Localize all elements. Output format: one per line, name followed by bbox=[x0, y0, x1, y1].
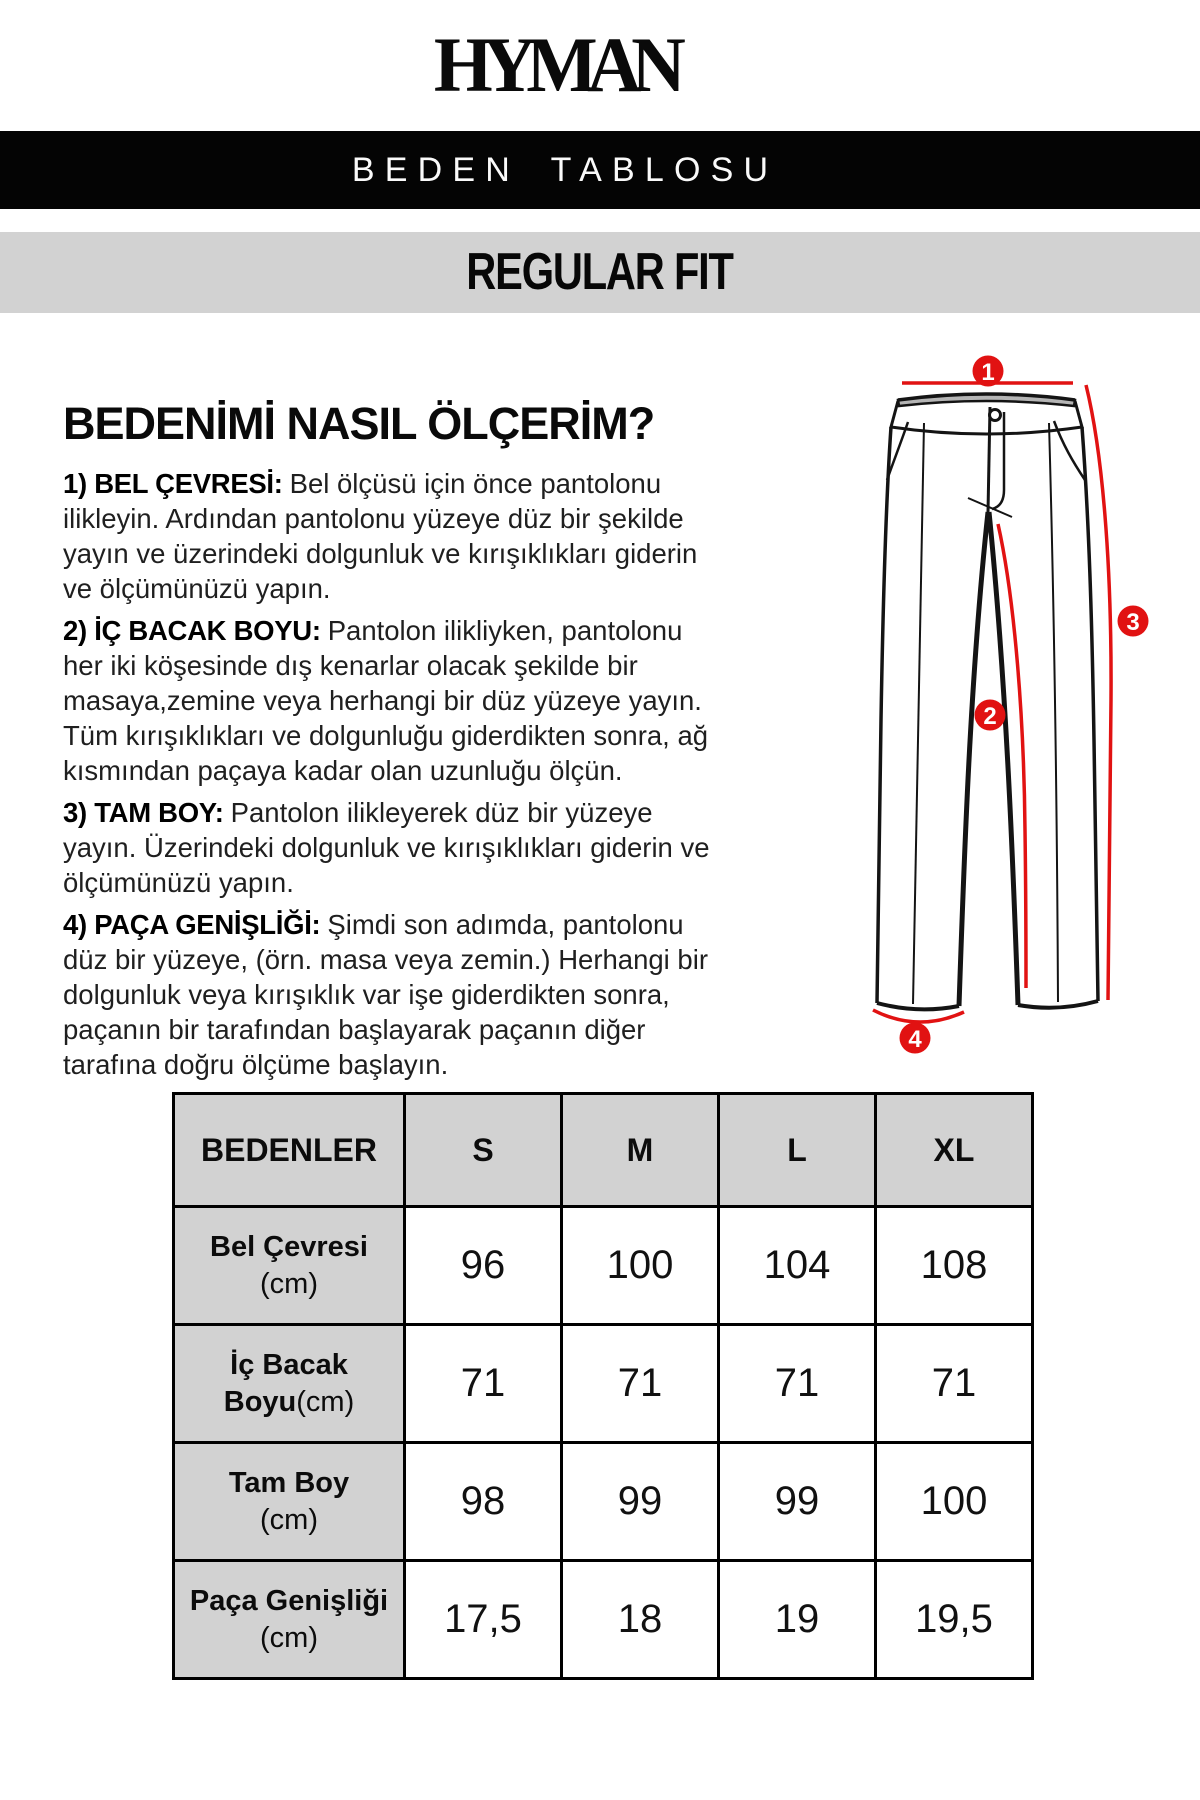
row-head-inseam bbox=[174, 1325, 405, 1443]
table-row-inseam bbox=[174, 1325, 1033, 1443]
measuring-guide bbox=[63, 398, 723, 1089]
row-head-inseam-unit: (cm) bbox=[296, 1385, 355, 1418]
inseam-value-xl: 71 bbox=[876, 1325, 1033, 1443]
row-head-inseam-title: İç Bacak bbox=[230, 1348, 348, 1381]
hem-width-value-l: 19 bbox=[719, 1561, 876, 1679]
size-table bbox=[172, 1092, 1034, 1680]
hem-width-value-s: 17,5 bbox=[405, 1561, 562, 1679]
hem-width-value-m: 18 bbox=[562, 1561, 719, 1679]
inseam-value-s: 71 bbox=[405, 1325, 562, 1443]
guide-step-4-label: 4) PAÇA GENİŞLİĞİ: bbox=[63, 909, 321, 940]
marker-4 bbox=[900, 1023, 931, 1054]
hem-width-value-xl: 19,5 bbox=[876, 1561, 1033, 1679]
guide-step-2 bbox=[63, 613, 723, 788]
pants-diagram bbox=[740, 300, 1180, 1070]
row-head-full-length bbox=[174, 1443, 405, 1561]
marker-4-label: 4 bbox=[908, 1026, 922, 1053]
header-size-m: M bbox=[562, 1094, 719, 1207]
fit-label: REGULAR FIT bbox=[466, 243, 734, 301]
fly-center-line bbox=[988, 407, 990, 512]
guide-step-4 bbox=[63, 907, 723, 1082]
banner-bar bbox=[0, 131, 1200, 209]
guide-step-3-label: 3) TAM BOY: bbox=[63, 797, 224, 828]
guide-step-1-text: Bel ölçüsü için önce pantolonu ilikleyin. Ardından pantolonu yüzeye düz bir şekilde yayın ve üzerindeki dolgunluk ve kırışıklıkları giderin ve ölçümünüzü yapın. bbox=[63, 468, 698, 604]
brand-logo: HYMAN bbox=[434, 21, 676, 108]
waist-value-xl: 108 bbox=[876, 1207, 1033, 1325]
row-head-waist-title: Bel Çevresi bbox=[210, 1230, 368, 1263]
guide-step-3 bbox=[63, 795, 723, 900]
guide-step-1 bbox=[63, 466, 723, 606]
guide-step-3-text: Pantolon ilikleyerek düz bir yüzeye yayın. Üzerindeki dolgunluk ve kırışıklıkları giderin ve ölçümünüzü yapın. bbox=[63, 797, 710, 898]
banner-bar-inner bbox=[0, 131, 1120, 209]
row-head-waist-unit: (cm) bbox=[260, 1267, 318, 1300]
table-row-hem-width bbox=[174, 1561, 1033, 1679]
guide-step-2-label: 2) İÇ BACAK BOYU: bbox=[63, 615, 321, 646]
full-length-value-s: 98 bbox=[405, 1443, 562, 1561]
full-length-value-m: 99 bbox=[562, 1443, 719, 1561]
row-head-full-length-unit: (cm) bbox=[260, 1503, 318, 1536]
row-head-waist bbox=[174, 1207, 405, 1325]
full-length-value-xl: 100 bbox=[876, 1443, 1033, 1561]
marker-1-label: 1 bbox=[981, 359, 995, 386]
inseam-value-m: 71 bbox=[562, 1325, 719, 1443]
guide-step-1-label: 1) BEL ÇEVRESİ: bbox=[63, 468, 283, 499]
marker-3-label: 3 bbox=[1126, 609, 1140, 636]
header-size-s: S bbox=[405, 1094, 562, 1207]
row-head-inseam-title2: Boyu bbox=[223, 1385, 297, 1418]
header-size-l: L bbox=[719, 1094, 876, 1207]
row-head-hem-width-unit: (cm) bbox=[260, 1621, 318, 1654]
measure-line-4-hem bbox=[873, 1010, 964, 1022]
row-head-hem-width-title: Paça Genişliği bbox=[189, 1584, 389, 1617]
guide-step-2-text: Pantolon ilikliyken, pantolonu her iki köşesinde dış kenarlar olacak şekilde bir masaya,zemine veya herhangi bir düz yüzeye yayın. Tüm kırışıklıkları ve dolgunluğu giderdikten sonra, ağ kısmından paçaya kadar olan uzunluğu ölçün. bbox=[63, 615, 709, 786]
guide-heading: BEDENİMİ NASIL ÖLÇERİM? bbox=[63, 398, 655, 449]
waist-button bbox=[990, 410, 1001, 421]
marker-2-label: 2 bbox=[983, 703, 997, 730]
header-bedenler: BEDENLER bbox=[174, 1094, 405, 1207]
table-row-waist bbox=[174, 1207, 1033, 1325]
guide-step-4-text: Şimdi son adımda, pantolonu düz bir yüzeye, (örn. masa veya zemin.) Herhangi bir dolgunluk veya kırışıklık var işe giderdikten sonra, paçanın bir tarafından başlayarak paçanın diğer tarafına doğru ölçüme başlayın. bbox=[63, 909, 708, 1080]
size-table-header-row bbox=[174, 1094, 1033, 1207]
waist-value-s: 96 bbox=[405, 1207, 562, 1325]
waist-value-m: 100 bbox=[562, 1207, 719, 1325]
inseam-value-l: 71 bbox=[719, 1325, 876, 1443]
marker-1 bbox=[973, 356, 1004, 387]
waist-value-l: 104 bbox=[719, 1207, 876, 1325]
header-size-xl: XL bbox=[876, 1094, 1033, 1207]
table-row-full-length bbox=[174, 1443, 1033, 1561]
full-length-value-l: 99 bbox=[719, 1443, 876, 1561]
marker-3 bbox=[1118, 606, 1149, 637]
marker-2 bbox=[975, 700, 1006, 731]
brand-row bbox=[0, 21, 1120, 108]
row-head-full-length-title: Tam Boy bbox=[228, 1466, 350, 1499]
row-head-hem-width bbox=[174, 1561, 405, 1679]
banner-title: BEDEN TABLOSU bbox=[351, 151, 779, 189]
